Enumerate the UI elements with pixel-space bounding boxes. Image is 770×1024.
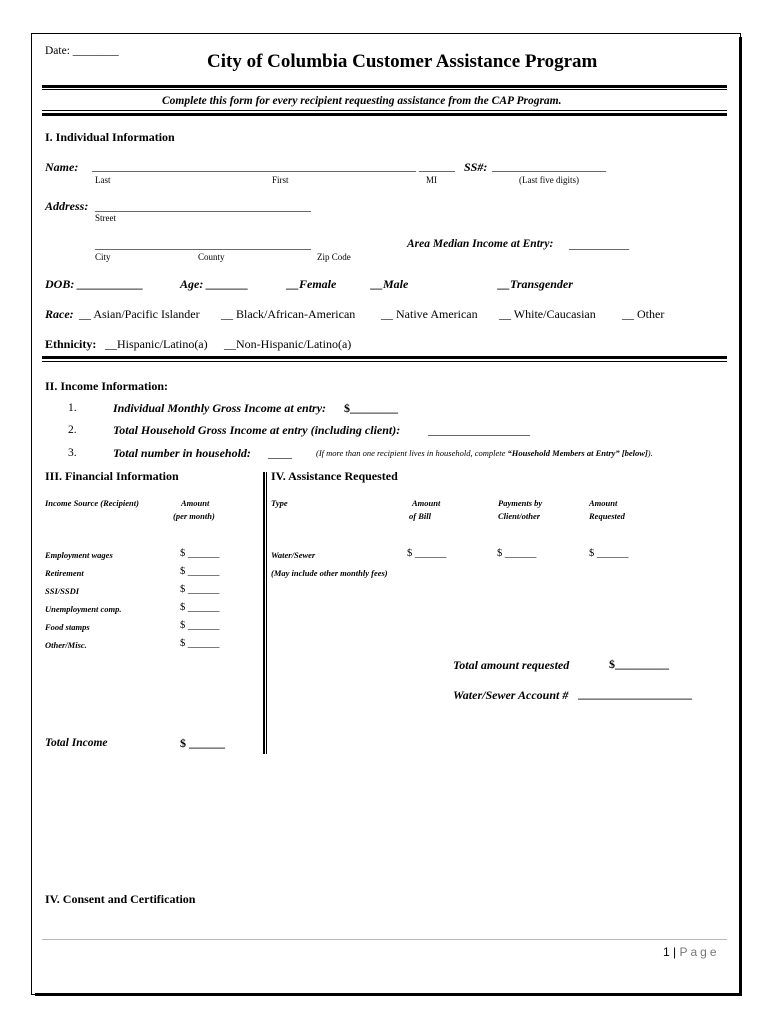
ethnicity-label: Ethnicity:	[45, 337, 97, 351]
section1-rule	[42, 356, 727, 359]
instruction-rule-thin	[42, 110, 727, 111]
income-row-amount[interactable]: $ ______	[180, 566, 220, 577]
assistance-type-note: (May include other monthly fees)	[271, 568, 388, 578]
total-requested-input[interactable]: $_________	[609, 657, 669, 671]
race-label: Race:	[45, 307, 74, 321]
title-rule-thin	[42, 89, 727, 90]
name-sub-first: First	[272, 175, 289, 185]
dob-field[interactable]: DOB: ___________	[45, 277, 144, 291]
income-row-label: Employment wages	[45, 550, 113, 560]
page-number: 1	[663, 945, 670, 959]
ss-sub-label: (Last five digits)	[519, 175, 579, 185]
income-row-amount[interactable]: $ ______	[180, 584, 220, 595]
race-black-option[interactable]: __ Black/African-American	[221, 307, 356, 321]
income-row-amount[interactable]: $ ______	[180, 548, 220, 559]
income-row-amount[interactable]: $ ______	[180, 602, 220, 613]
total-requested-label: Total amount requested	[453, 658, 570, 672]
col-amount-bill: Amount	[412, 498, 441, 508]
household-note	[316, 448, 653, 458]
individual-income-input[interactable]: $________	[344, 401, 398, 415]
col-payments-by: Payments by	[498, 498, 543, 508]
income-row-label: Unemployment comp.	[45, 604, 122, 614]
title-rule-top	[42, 85, 727, 88]
section1-rule-thin	[42, 361, 727, 362]
col-income-source: Income Source (Recipient)	[45, 498, 139, 508]
race-asian-option[interactable]: __ Asian/Pacific Islander	[79, 307, 200, 321]
requested-amount-input[interactable]: $ ______	[589, 548, 629, 559]
col-amount: Amount	[181, 498, 210, 508]
name-sub-mi: MI	[426, 175, 437, 185]
street-input[interactable]: ____________________________________	[95, 199, 311, 213]
ethnicity-non-hispanic-option[interactable]: __Non-Hispanic/Latino(a)	[224, 337, 352, 351]
column-divider	[263, 472, 265, 754]
male-option[interactable]: __Male	[371, 277, 409, 291]
ethnicity-hispanic-option[interactable]: __Hispanic/Latino(a)	[105, 337, 208, 351]
household-income-label: Total Household Gross Income at entry (including client):	[113, 423, 401, 437]
ami-input[interactable]: __________	[569, 237, 629, 251]
race-native-option[interactable]: __ Native American	[381, 307, 478, 321]
income-item-3-number: 3.	[68, 447, 77, 459]
name-input[interactable]: ______________________________________________________ ______	[92, 159, 455, 173]
section-individual-heading: I. Individual Information	[45, 130, 175, 144]
household-number-input[interactable]: ____	[268, 446, 292, 460]
form-title: City of Columbia Customer Assistance Program	[207, 51, 598, 72]
col-amount-requested: Amount	[589, 498, 618, 508]
col-per-month: (per month)	[173, 511, 215, 521]
section-assistance-heading: IV. Assistance Requested	[271, 469, 398, 483]
age-field[interactable]: Age: _______	[180, 277, 249, 291]
page-border-shadow	[35, 37, 742, 996]
race-white-option[interactable]: __ White/Caucasian	[499, 307, 596, 321]
form-instruction: Complete this form for every recipient requesting assistance from the CAP Program.	[162, 95, 562, 107]
street-sub-label: Street	[95, 213, 116, 223]
individual-income-label: Individual Monthly Gross Income at entry:	[113, 401, 327, 415]
income-row-label: Other/Misc.	[45, 640, 87, 650]
page-footer	[663, 945, 720, 959]
ss-label: SS#:	[464, 160, 488, 174]
section-financial-heading: III. Financial Information	[45, 469, 179, 483]
transgender-option[interactable]: __Transgender	[498, 277, 573, 291]
ami-label: Area Median Income at Entry:	[407, 238, 554, 250]
col-type: Type	[271, 498, 288, 508]
zip-sub-label: Zip Code	[317, 252, 351, 262]
income-row-label: SSI/SSDI	[45, 586, 80, 596]
income-row-amount[interactable]: $ ______	[180, 638, 220, 649]
instruction-rule	[42, 113, 727, 116]
section-income-heading: II. Income Information:	[45, 379, 168, 393]
section-consent-heading: IV. Consent and Certification	[45, 892, 196, 906]
footer-rule	[42, 939, 727, 940]
race-other-option[interactable]: __ Other	[622, 307, 665, 321]
bill-amount-input[interactable]: $ ______	[407, 548, 447, 559]
income-item-2-number: 2.	[68, 424, 77, 436]
address-label: Address:	[45, 199, 89, 213]
female-option[interactable]: __Female	[287, 277, 337, 291]
col-requested: Requested	[589, 511, 625, 521]
income-row-label: Food stamps	[45, 622, 90, 632]
name-sub-last: Last	[95, 175, 111, 185]
name-label: Name:	[45, 160, 79, 174]
col-of-bill: of Bill	[409, 511, 431, 521]
household-number-label: Total number in household:	[113, 446, 251, 460]
ss-input[interactable]: ___________________	[492, 159, 606, 173]
account-number-input[interactable]: ___________________	[578, 687, 692, 701]
household-note-bold: “Household Members at Entry” [below]	[507, 448, 648, 458]
col-client-other: Client/other	[498, 511, 541, 521]
total-income-input[interactable]: $ ______	[180, 736, 225, 750]
column-divider-thin	[266, 472, 267, 754]
payments-input[interactable]: $ ______	[497, 548, 537, 559]
page-separator: |	[673, 945, 677, 959]
city-sub-label: City	[95, 252, 111, 262]
income-row-label: Retirement	[45, 568, 84, 578]
assistance-type: Water/Sewer	[271, 550, 316, 560]
income-row-amount[interactable]: $ ______	[180, 620, 220, 631]
city-county-zip-input[interactable]: ____________________________________	[95, 237, 311, 251]
total-income-label: Total Income	[45, 737, 108, 749]
income-item-1-number: 1.	[68, 402, 77, 414]
page-word: Page	[679, 945, 720, 959]
county-sub-label: County	[198, 252, 225, 262]
household-income-input[interactable]: _________________	[428, 423, 530, 437]
date-field[interactable]: Date: ________	[45, 45, 119, 57]
account-number-label: Water/Sewer Account #	[453, 688, 569, 702]
household-note-end: ).	[647, 448, 653, 458]
household-note-text: (If more than one recipient lives in household, complete	[316, 448, 508, 458]
